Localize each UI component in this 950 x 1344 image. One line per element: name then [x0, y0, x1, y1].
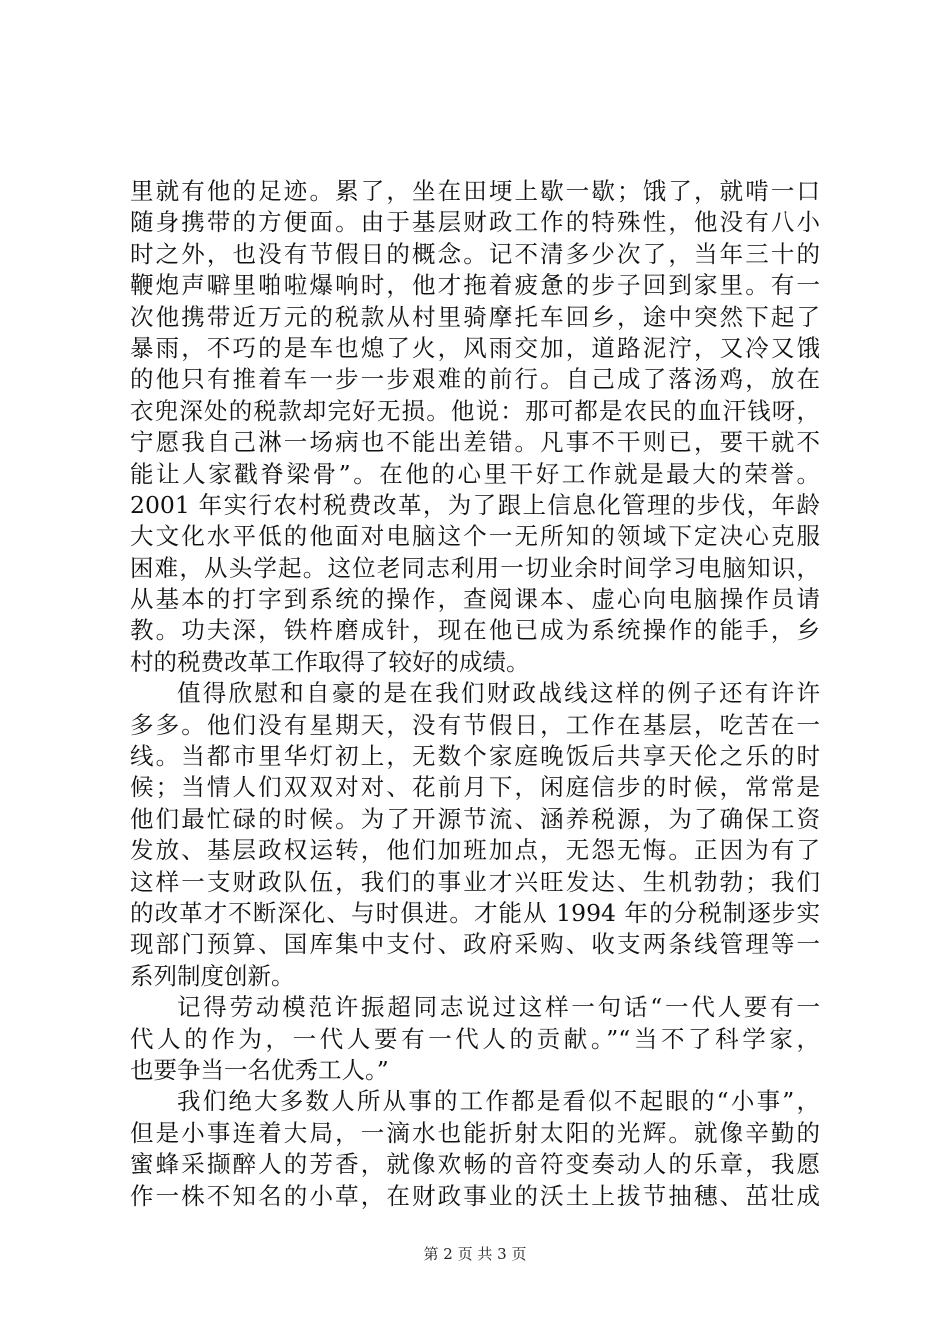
text-line: 也要争当一名优秀工人。”: [130, 1055, 389, 1084]
text-line: 从基本的打字到系统的操作，查阅课本、虚心向电脑操作员请: [130, 585, 820, 614]
text-line: 系列制度创新。: [130, 961, 295, 990]
text-line: 里就有他的足迹。累了，坐在田埂上歇一歇；饿了，就啃一口: [130, 177, 820, 205]
text-line: 暴雨，不巧的是车也熄了火，风雨交加，道路泥泞，又冷又饿: [130, 333, 820, 362]
text-line: 线。当都市里华灯初上，无数个家庭晚饭后共享天伦之乐的时: [130, 742, 820, 771]
text-line: 能让人家戳脊梁骨”。在他的心里干好工作就是最大的荣誉。: [130, 459, 820, 488]
text-line: 困难，从头学起。这位老同志利用一切业余时间学习电脑知识，: [130, 553, 820, 582]
text-line: 教。功夫深，铁杵磨成针，现在他已成为系统操作的能手，乡: [130, 616, 820, 645]
text-line: 时之外，也没有节假日的概念。记不清多少次了，当年三十的: [130, 239, 820, 268]
text-line: 随身携带的方便面。由于基层财政工作的特殊性，他没有八小: [130, 208, 820, 237]
text-line: 但是小事连着大局，一滴水也能折射太阳的光辉。就像辛勤的: [130, 1118, 820, 1147]
text-line: 蜜蜂采撷醉人的芳香，就像欢畅的音符变奏动人的乐章，我愿: [130, 1150, 820, 1179]
text-line: 的他只有推着车一步一步艰难的前行。自己成了落汤鸡，放在: [130, 365, 820, 394]
text-line: 的改革才不断深化、与时俱进。才能从 1994 年的分税制逐步实: [130, 898, 820, 927]
paragraph-start-line: 我们绝大多数人所从事的工作都是看似不起眼的“小事”，: [177, 1087, 820, 1116]
text-line: 2001 年实行农村税费改革，为了跟上信息化管理的步伐，年龄: [130, 490, 820, 519]
text-line: 次他携带近万元的税款从村里骑摩托车回乡，途中突然下起了: [130, 302, 820, 331]
text-line: 他们最忙碌的时候。为了开源节流、涵养税源，为了确保工资: [130, 804, 820, 833]
text-line: 多多。他们没有星期天，没有节假日，工作在基层，吃苦在一: [130, 710, 820, 739]
text-line: 大文化水平低的他面对电脑这个一无所知的领域下定决心克服: [130, 522, 820, 551]
paragraph-start-line: 值得欣慰和自豪的是在我们财政战线这样的例子还有许许: [177, 679, 820, 708]
text-line: 代人的作为，一代人要有一代人的贡献。”“当不了科学家，: [130, 1024, 820, 1053]
text-line: 村的税费改革工作取得了较好的成绩。: [130, 647, 530, 676]
body-text: [130, 176, 820, 1212]
text-line: 现部门预算、国库集中支付、政府采购、收支两条线管理等一: [130, 930, 820, 959]
page-number-footer: 第 2 页 共 3 页: [423, 1245, 527, 1263]
text-line: 这样一支财政队伍，我们的事业才兴旺发达、生机勃勃；我们: [130, 867, 820, 896]
text-line: 候；当情人们双双对对、花前月下，闲庭信步的时候，常常是: [130, 773, 820, 802]
text-line: 发放、基层政权运转，他们加班加点，无怨无悔。正因为有了: [130, 836, 820, 865]
text-line: 衣兜深处的税款却完好无损。他说：那可都是农民的血汗钱呀，: [130, 396, 820, 425]
text-line: 作一株不知名的小草，在财政事业的沃土上拔节抽穗、茁壮成: [130, 1181, 820, 1210]
text-line: 鞭炮声噼里啪啦爆响时，他才拖着疲惫的步子回到家里。有一: [130, 271, 820, 300]
text-line: 宁愿我自己淋一场病也不能出差错。凡事不干则已，要干就不: [130, 428, 820, 457]
paragraph-start-line: 记得劳动模范许振超同志说过这样一句话“一代人要有一: [177, 993, 820, 1022]
